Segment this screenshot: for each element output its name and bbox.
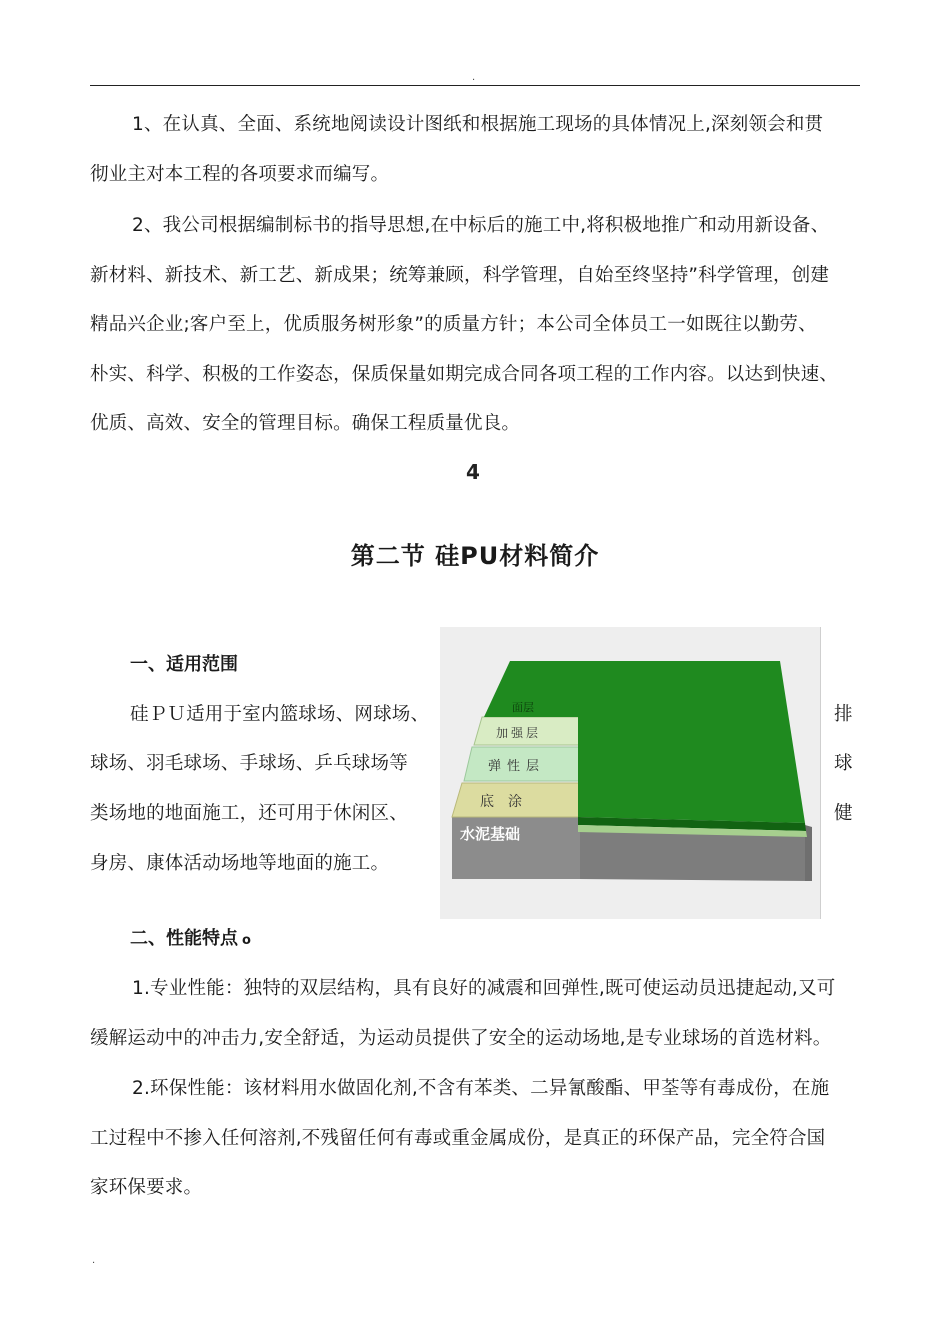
- layer-label-base: 水泥基础: [460, 825, 521, 843]
- intro-p2-line5: 优质、高效、安全的管理目标。确保工程质量优良。: [90, 413, 521, 434]
- layer-structure-diagram: [440, 627, 821, 919]
- scope-line2: 球场、羽毛球场、手球场、乒乓球场等: [90, 753, 408, 774]
- features-heading: [130, 924, 251, 950]
- layer-label-primer: 底涂: [480, 794, 536, 810]
- intro-p2-line2: 新材料、新技术、新工艺、新成果；统筹兼顾，科学管理，自始至终坚持”科学管理，创建: [90, 265, 830, 286]
- scope-line4: 身房、康体活动场地等地面的施工。: [90, 853, 390, 874]
- scope-line3: 类场地的地面施工，还可用于休闲区、: [90, 803, 408, 824]
- scope-line1-end: 排: [834, 704, 853, 725]
- scope-line1: 硅ＰＵ适用于室内篮球场、网球场、: [130, 704, 430, 725]
- intro-p2-line3: 精品兴企业;客户至上，优质服务树形象”的质量方针；本公司全体员工一如既往以勤劳、: [90, 314, 817, 335]
- intro-p2-line1: 2、我公司根据编制标书的指导思想,在中标后的施工中,将积极地推广和动用新设备、: [132, 215, 830, 236]
- feature2-line3: 家环保要求。: [90, 1177, 203, 1198]
- layer-label-reinforce: 加强层: [496, 726, 542, 740]
- header-mark: .: [472, 72, 476, 83]
- section-title: 第二节 硅PU材料简介: [350, 542, 600, 570]
- footer-mark: .: [92, 1255, 96, 1266]
- page-mark: 4: [466, 460, 480, 484]
- intro-p2-line4: 朴实、科学、积极的工作姿态，保质保量如期完成合同各项工程的工作内容。以达到快速、: [90, 364, 839, 385]
- feature2-line1: 2.环保性能：该材料用水做固化剂,不含有苯类、二异氰酸酯、甲荃等有毒成份，在施: [132, 1078, 830, 1099]
- scope-line3-end: 健: [834, 803, 853, 824]
- feature1-line1: 1.专业性能：独特的双层结构，具有良好的减震和回弹性,既可使运动员迅捷起动,又可: [132, 978, 836, 999]
- features-heading-text: 二、性能特点: [130, 928, 238, 949]
- features-heading-mark: o: [242, 933, 251, 948]
- layer-label-elastic: 弹性层: [488, 759, 546, 774]
- feature1-line2: 缓解运动中的冲击力,安全舒适，为运动员提供了安全的运动场地,是专业球场的首选材料。: [90, 1028, 832, 1049]
- scope-line2-end: 球: [834, 753, 853, 774]
- layer-label-top: 面层: [512, 701, 534, 714]
- header-rule: [90, 85, 860, 86]
- intro-p1-line1: 1、在认真、全面、系统地阅读设计图纸和根据施工现场的具体情况上,深刻领会和贯: [132, 114, 824, 135]
- feature2-line2: 工过程中不掺入任何溶剂,不残留任何有毒或重金属成份，是真正的环保产品，完全符合国: [90, 1128, 826, 1149]
- scope-heading: 一、适用范围: [130, 654, 238, 675]
- intro-p1-line2: 彻业主对本工程的各项要求而编写。: [90, 164, 390, 185]
